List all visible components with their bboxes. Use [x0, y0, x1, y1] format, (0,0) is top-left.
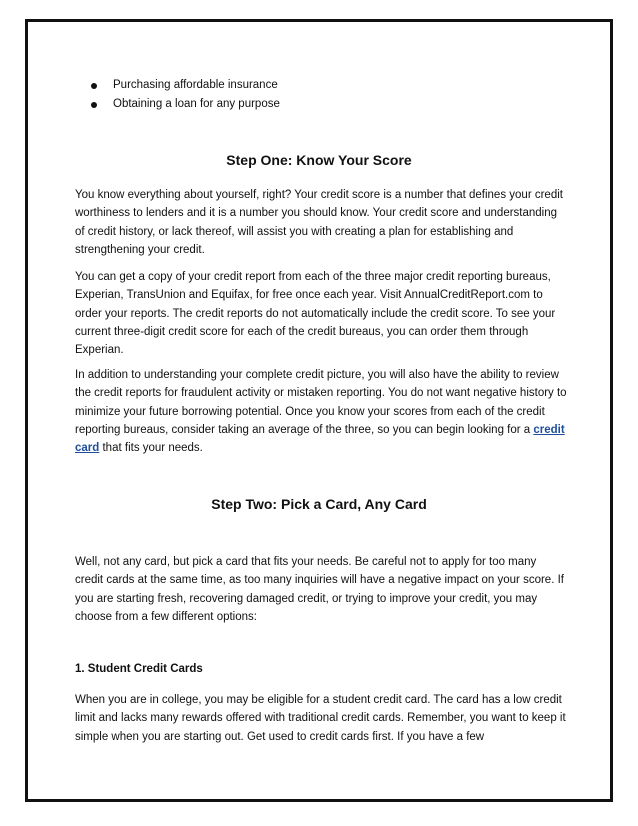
step-one-paragraph-3: In addition to understanding your complete credit picture, you will also have the ability to review the credit reports for fraudulent activity or mistaken reporting. You do not want negative history to minimize your future borrowing potential. Once you know your scores from each of the credit reporting bureaus, consider taking an average of the three, so you can begin looking for a credit card that fits your needs. — [75, 369, 567, 455]
step-two-paragraph-2: When you are in college, you may be eligible for a student credit card. The card has a low credit limit and lacks many rewards offered with traditional credit cards. Remember, you want to keep it simple when you are starting out. Get used to credit cards first. If you have a few — [75, 694, 566, 743]
bullet-icon — [91, 83, 97, 89]
credit-card-link[interactable]: credit card — [75, 423, 565, 455]
student-credit-cards-subheading: 1. Student Credit Cards — [75, 663, 203, 675]
step-two-paragraph-1: Well, not any card, but pick a card that fits your needs. Be careful not to apply for too many credit cards at the same time, as too many inquiries will have a negative impact on your score. If you are starting fresh, recovering damaged credit, or trying to improve your credit, you may choose from a few different options: — [75, 556, 564, 623]
bullet-icon — [91, 102, 97, 108]
step-two-heading: Step Two: Pick a Card, Any Card — [211, 496, 427, 512]
bullet-list — [89, 76, 280, 114]
step-one-heading: Step One: Know Your Score — [226, 152, 412, 168]
step-one-paragraph-1: You know everything about yourself, right? Your credit score is a number that defines your credit worthiness to lenders and it is a number you should know. Your credit score and understanding of credit history, or lack thereof, will assist you with creating a plan for establishing and strengthening your credit. — [75, 189, 563, 256]
list-item: Obtaining a loan for any purpose — [89, 95, 280, 114]
step-one-paragraph-2: You can get a copy of your credit report from each of the three major credit reporting bureaus, Experian, TransUnion and Equifax, for free once each year. Visit AnnualCreditReport.com to order your reports. The credit reports do not automatically include the credit score. To see your current three-digit credit score for each of the credit bureaus, you can order them through Experian. — [75, 271, 556, 357]
list-item: Purchasing affordable insurance — [89, 76, 280, 95]
